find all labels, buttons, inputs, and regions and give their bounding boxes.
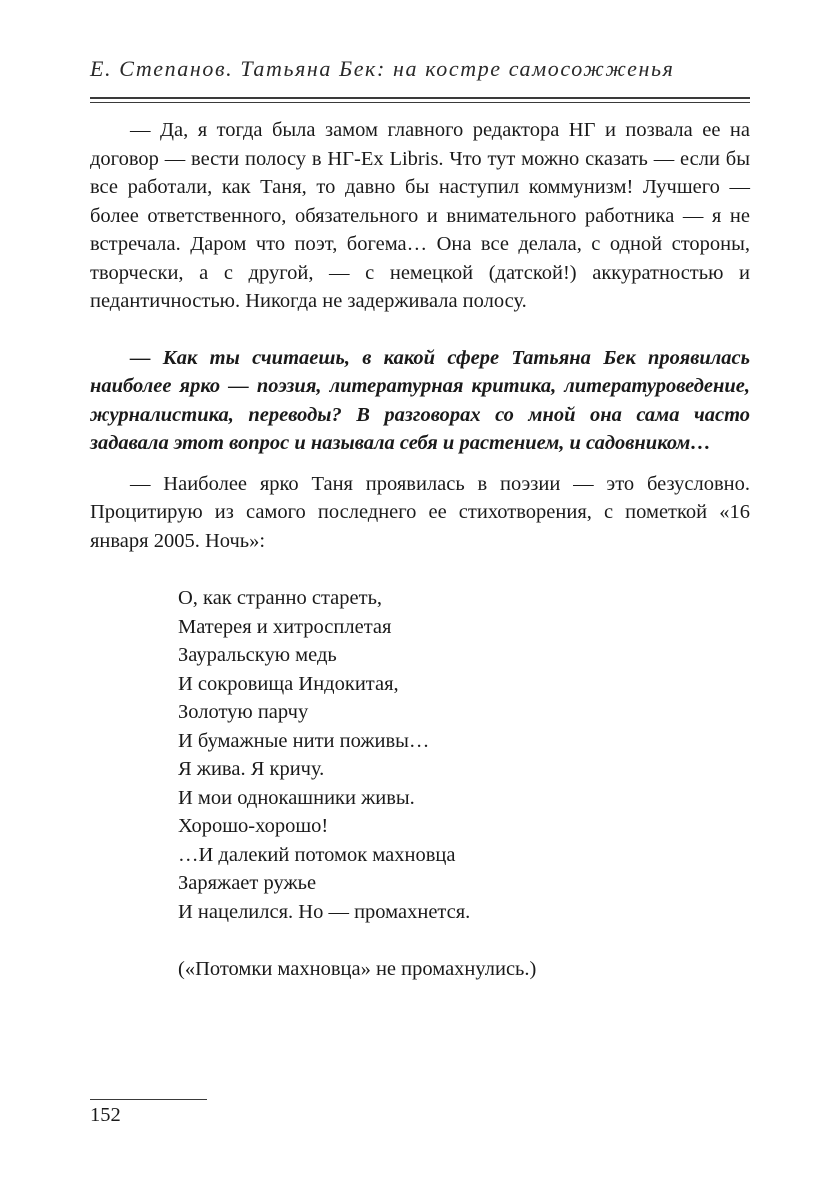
- answer-paragraph-2: — Наиболее ярко Таня проявилась в поэзии — это безусловно. Процитирую из самого последнего ее стихотворения, с пометкой «16 января 2005. Ночь»:: [90, 472, 750, 552]
- poem-line: Я жива. Я кричу.: [178, 758, 325, 780]
- poem-line: И сокровища Индокитая,: [178, 672, 399, 695]
- interview-question: — Как ты считаешь, в какой сфере Татьяна Бек проявилась наиболее ярко — поэзия, литературная критика, литературоведение, журналистика, переводы? В разговорах со мной она сама часто задавала этот вопрос и называла себя и растением, и садовником…: [90, 346, 750, 454]
- header-rule-thick: [90, 97, 750, 99]
- poem-line: Матерея и хитросплетая: [178, 615, 392, 638]
- page-body: [90, 116, 750, 984]
- poem: [178, 584, 750, 926]
- poem-line: И нацелился. Но — промахнется.: [178, 900, 471, 923]
- poem-line: О, как странно стареть,: [178, 587, 383, 609]
- footer-rule: [90, 1099, 207, 1100]
- editorial-note: («Потомки махновца» не промахнулись.): [178, 958, 537, 980]
- page-number: 152: [90, 1104, 121, 1126]
- poem-line: И бумажные нити поживы…: [178, 729, 430, 752]
- running-head: Е. Степанов. Татьяна Бек: на костре самосожженья: [90, 56, 675, 81]
- poem-line: Заряжает ружье: [178, 872, 317, 894]
- poem-line: …И далекий потомок махновца: [178, 843, 456, 866]
- answer-paragraph-1: — Да, я тогда была замом главного редактора НГ и позвала ее на договор — вести полосу в НГ-Ex Libris. Что тут можно сказать — если бы все работали, как Таня, то давно бы наступил коммунизм! Лучшего — более ответственного, обязательного и внимательного работника — я не встречала. Даром что поэт, богема… Она все делала, с одной стороны, творчески, а с другой, — с немецкой (датской!) аккуратностью и педантичностью. Никогда не задерживала полосу.: [90, 119, 750, 312]
- poem-line: И мои однокашники живы.: [178, 786, 415, 809]
- poem-line: Золотую парчу: [178, 701, 309, 723]
- poem-line: Зауральскую медь: [178, 644, 337, 666]
- header-rule-thin: [90, 102, 750, 103]
- poem-line: Хорошо-хорошо!: [178, 815, 329, 837]
